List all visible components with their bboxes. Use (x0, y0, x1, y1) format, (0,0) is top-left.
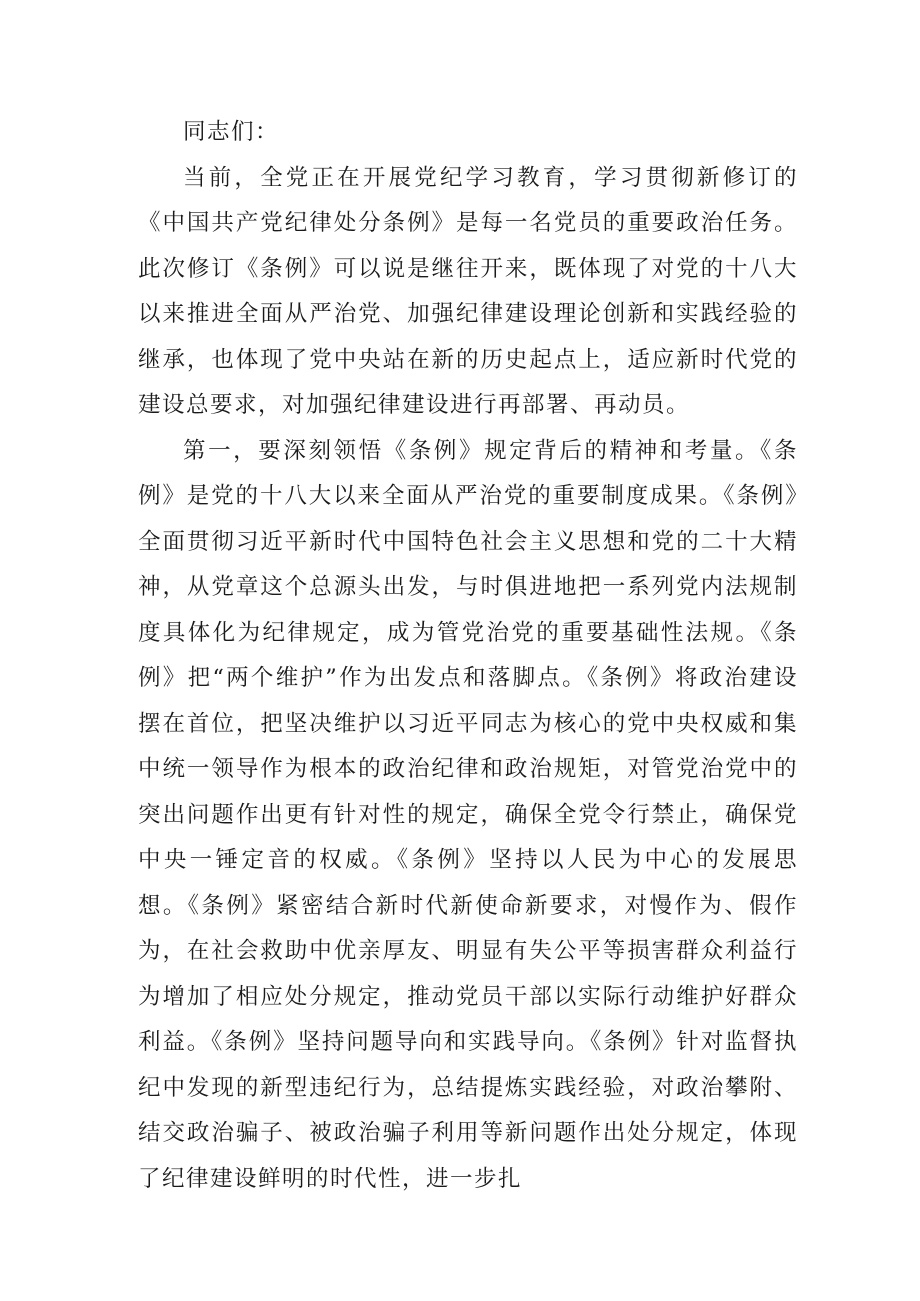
document-body (138, 110, 798, 1202)
salutation: 同志们： (183, 119, 280, 145)
paragraph-1: 当前，全党正在开展党纪学习教育，学习贯彻新修订的《中国共产党纪律处分条例》是每一名党员的重要政治任务。此次修订《条例》可以说是继往开来，既体现了对党的十八大以来推进全面从严治党、加强纪律建设理论创新和实践经验的继承，也体现了党中央站在新的历史起点上，适应新时代党的建设总要求，对加强纪律建设进行再部署、再动员。 (138, 164, 798, 418)
paragraph-2: 第一，要深刻领悟《条例》规定背后的精神和考量。《条例》是党的十八大以来全面从严治党的重要制度成果。《条例》全面贯彻习近平新时代中国特色社会主义思想和党的二十大精神，从党章这个总源头出发，与时俱进地把一系列党内法规制度具体化为纪律规定，成为管党治党的重要基础性法规。《条例》把“两个维护”作为出发点和落脚点。《条例》将政治建设摆在首位，把坚决维护以习近平同志为核心的党中央权威和集中统一领导作为根本的政治纪律和政治规矩，对管党治党中的突出问题作出更有针对性的规定，确保全党令行禁止，确保党中央一锤定音的权威。《条例》坚持以人民为中心的发展思想。《条例》紧密结合新时代新使命新要求，对慢作为、假作为，在社会救助中优亲厚友、明显有失公平等损害群众利益行为增加了相应处分规定，推动党员干部以实际行动维护好群众利益。《条例》坚持问题导向和实践导向。《条例》针对监督执纪中发现的新型违纪行为，总结提炼实践经验，对政治攀附、结交政治骗子、被政治骗子利用等新问题作出处分规定，体现了纪律建设鲜明的时代性，进一步扎 (138, 437, 798, 1192)
